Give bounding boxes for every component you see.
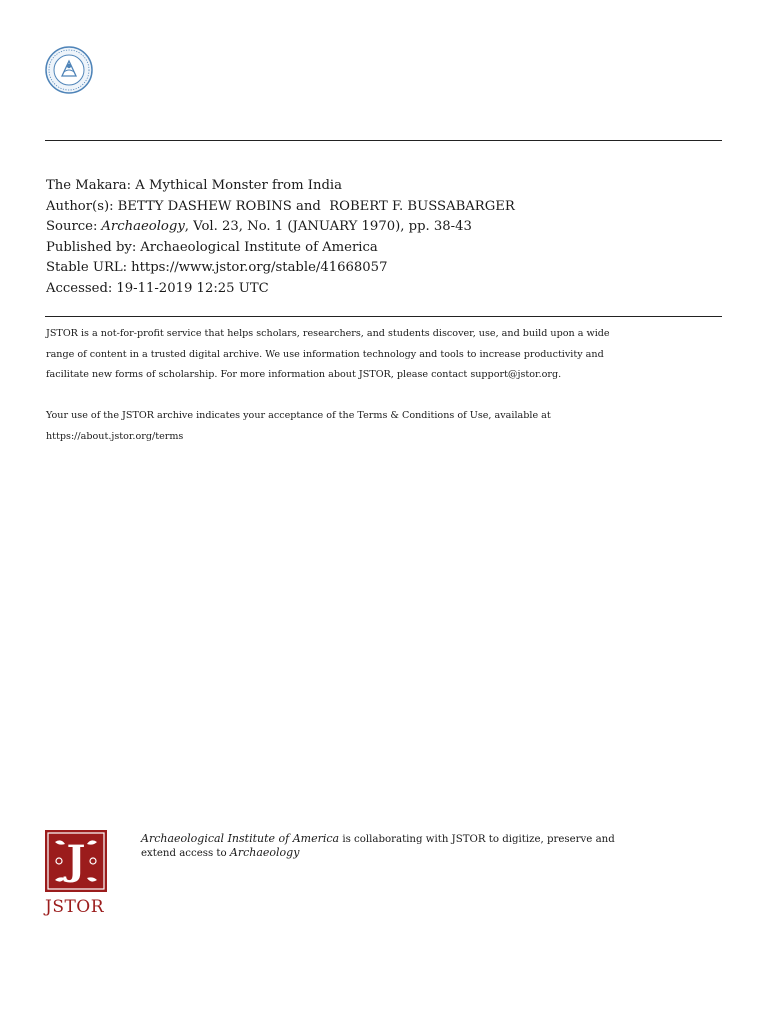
collab-text: is collaborating with JSTOR to digitize, preserve and	[339, 834, 615, 845]
citation-block	[46, 176, 515, 299]
jstor-logo	[45, 830, 107, 917]
collab-text-2: extend access to	[141, 847, 230, 859]
terms-notice	[46, 406, 726, 447]
stable-url-link[interactable]: https://www.jstor.org/stable/41668057	[131, 260, 388, 275]
source-row	[46, 217, 515, 238]
authors-row	[46, 197, 515, 218]
publisher-label: Published by:	[46, 239, 137, 255]
publisher-value: Archaeological Institute of America	[140, 239, 378, 255]
terms-line: Your use of the JSTOR archive indicates your acceptance of the Terms & Conditions of Use, available at	[46, 410, 551, 421]
accessed-label: Accessed:	[46, 280, 113, 296]
collab-journal: Archaeology	[229, 845, 300, 859]
stable-url-label: Stable URL:	[46, 260, 128, 275]
notice-line: facilitate new forms of scholarship. For more information about JSTOR, please contact support@jstor.org.	[46, 369, 562, 381]
source-label: Source:	[46, 219, 98, 234]
collab-publisher: Archaeological Institute of America	[141, 832, 340, 845]
jstor-emblem-icon	[45, 830, 107, 892]
authors-value: BETTY DASHEW ROBINS and ROBERT F. BUSSABARGER	[117, 198, 515, 214]
source-details: , Vol. 23, No. 1 (JANUARY 1970), pp. 38-43	[184, 219, 472, 234]
jstor-wordmark: JSTOR	[45, 897, 105, 917]
source-journal: Archaeology	[101, 219, 185, 234]
publisher-row	[46, 238, 515, 259]
jstor-notice	[46, 324, 726, 386]
terms-link[interactable]: https://about.jstor.org/terms	[46, 430, 184, 442]
notice-line: JSTOR is a not-for-profit service that helps scholars, researchers, and students discover, use, and build upon a wide	[46, 328, 610, 339]
university-seal-icon	[45, 46, 93, 94]
top-divider	[45, 140, 722, 141]
accessed-value: 19-11-2019 12:25 UTC	[116, 280, 269, 296]
middle-divider	[45, 316, 722, 317]
accessed-row	[46, 279, 515, 300]
stable-url-row	[46, 258, 515, 279]
article-title: The Makara: A Mythical Monster from India	[46, 178, 342, 193]
collaboration-statement	[141, 833, 721, 861]
authors-label: Author(s):	[46, 198, 114, 214]
svg-text:J: J	[66, 837, 86, 884]
notice-line: range of content in a trusted digital archive. We use information technology and tools to increase productivity and	[46, 348, 604, 360]
